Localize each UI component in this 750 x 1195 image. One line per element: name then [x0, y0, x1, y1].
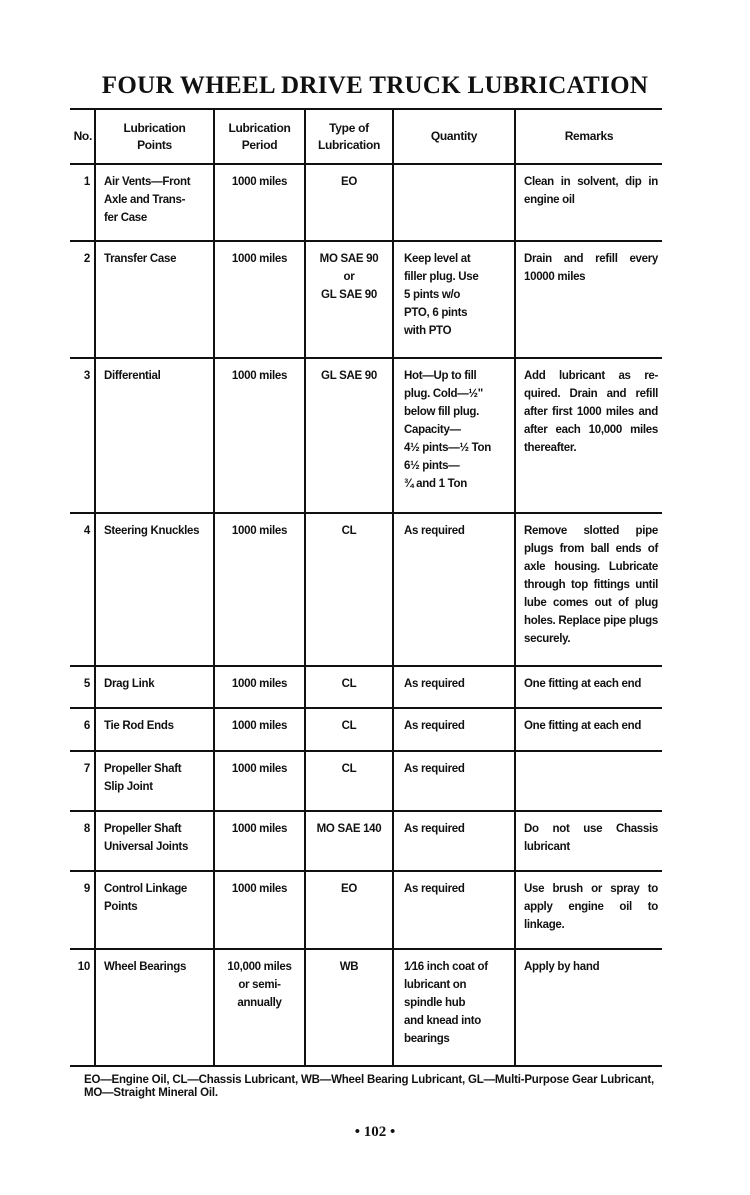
cell-period: 1000 miles — [214, 164, 305, 241]
cell-type: EO — [305, 164, 393, 241]
cell-points: Differential — [95, 358, 214, 513]
cell-type: MO SAE 140 — [305, 811, 393, 871]
table-header-row — [70, 109, 662, 164]
cell-quantity: As required — [393, 666, 515, 708]
cell-no: 1 — [83, 176, 90, 188]
cell-points: Wheel Bearings — [95, 949, 214, 1066]
cell-period: 1000 miles — [214, 811, 305, 871]
cell-remarks: Add lubricant as re-quired. Drain and refill after first 1000 miles and after each 10,000 miles thereafter. — [515, 358, 662, 513]
table-row — [70, 164, 662, 241]
cell-quantity: As required — [393, 751, 515, 811]
cell-remarks: Remove slotted pipe plugs from ball ends of axle housing. Lubricate through top fittings until lube comes out of plug holes. Replace pipe plugs securely. — [515, 513, 662, 666]
cell-no: 10 — [77, 961, 90, 973]
table-row — [70, 871, 662, 949]
cell-remarks: Apply by hand — [515, 949, 662, 1066]
cell-period: 1000 miles — [214, 666, 305, 708]
page-title: FOUR WHEEL DRIVE TRUCK LUBRICATION — [101, 72, 649, 99]
cell-period: 1000 miles — [214, 751, 305, 811]
cell-period: 1000 miles — [214, 241, 305, 358]
header-lubrication-period: Lubrication Period — [214, 109, 305, 164]
cell-no: 4 — [83, 525, 90, 537]
header-quantity: Quantity — [393, 109, 515, 164]
table-row — [70, 708, 662, 751]
cell-points: Tie Rod Ends — [95, 708, 214, 751]
cell-no: 2 — [83, 253, 90, 265]
header-no: No. — [73, 129, 92, 143]
header-type-of-lubrication: Type of Lubrication — [305, 109, 393, 164]
cell-no: 6 — [83, 720, 90, 732]
page-number: • 102 • — [354, 1124, 396, 1140]
cell-no: 9 — [83, 883, 90, 895]
cell-points: Steering Knuckles — [95, 513, 214, 666]
table-row — [70, 811, 662, 871]
cell-quantity: As required — [393, 811, 515, 871]
cell-points: Propeller Shaft Slip Joint — [95, 751, 214, 811]
cell-remarks: Do not use Chassis lubricant — [515, 811, 662, 871]
cell-remarks: One fitting at each end — [515, 666, 662, 708]
cell-remarks: Drain and refill every 10000 miles — [515, 241, 662, 358]
cell-remarks: Clean in solvent, dip in engine oil — [515, 164, 662, 241]
cell-type: CL — [305, 751, 393, 811]
cell-no: 3 — [83, 370, 90, 382]
cell-type: EO — [305, 871, 393, 949]
cell-type: GL SAE 90 — [305, 358, 393, 513]
cell-points: Transfer Case — [95, 241, 214, 358]
cell-type: WB — [305, 949, 393, 1066]
cell-period: 10,000 miles or semi- annually — [214, 949, 305, 1066]
table-row — [70, 666, 662, 708]
table-row — [70, 513, 662, 666]
cell-type: CL — [305, 708, 393, 751]
cell-remarks: One fitting at each end — [515, 708, 662, 751]
cell-no: 5 — [83, 678, 90, 690]
cell-remarks: Use brush or spray to apply engine oil to linkage. — [515, 871, 662, 949]
cell-period: 1000 miles — [214, 513, 305, 666]
table-row — [70, 358, 662, 513]
cell-type: CL — [305, 513, 393, 666]
cell-period: 1000 miles — [214, 358, 305, 513]
cell-points: Control Linkage Points — [95, 871, 214, 949]
header-lubrication-points: Lubrication Points — [95, 109, 214, 164]
table-row — [70, 241, 662, 358]
lubrication-table — [70, 108, 662, 1067]
cell-quantity: As required — [393, 708, 515, 751]
cell-quantity: 1⁄16 inch coat of lubricant on spindle hub and knead into bearings — [393, 949, 515, 1066]
cell-period: 1000 miles — [214, 871, 305, 949]
cell-type: CL — [305, 666, 393, 708]
cell-remarks — [515, 751, 662, 811]
header-remarks: Remarks — [515, 109, 662, 164]
table-row — [70, 949, 662, 1066]
cell-period: 1000 miles — [214, 708, 305, 751]
cell-quantity — [393, 164, 515, 241]
cell-quantity: Keep level at filler plug. Use 5 pints w/o PTO, 6 pints with PTO — [393, 241, 515, 358]
cell-points: Air Vents—Front Axle and Trans- fer Case — [95, 164, 214, 241]
cell-points: Drag Link — [95, 666, 214, 708]
abbreviation-legend: EO—Engine Oil, CL—Chassis Lubricant, WB—Wheel Bearing Lubricant, GL—Multi-Purpose Gear Lubricant, MO—Straight Mineral Oil. — [84, 1074, 654, 1099]
cell-no: 7 — [83, 763, 90, 775]
table-row — [70, 751, 662, 811]
cell-quantity: Hot—Up to fill plug. Cold—½" below fill plug. Capacity— 4½ pints—½ Ton 6½ pints— ¾ and 1 Ton — [393, 358, 515, 513]
cell-points: Propeller Shaft Universal Joints — [95, 811, 214, 871]
cell-quantity: As required — [393, 871, 515, 949]
cell-type: MO SAE 90 or GL SAE 90 — [305, 241, 393, 358]
cell-quantity: As required — [393, 513, 515, 666]
cell-no: 8 — [83, 823, 90, 835]
